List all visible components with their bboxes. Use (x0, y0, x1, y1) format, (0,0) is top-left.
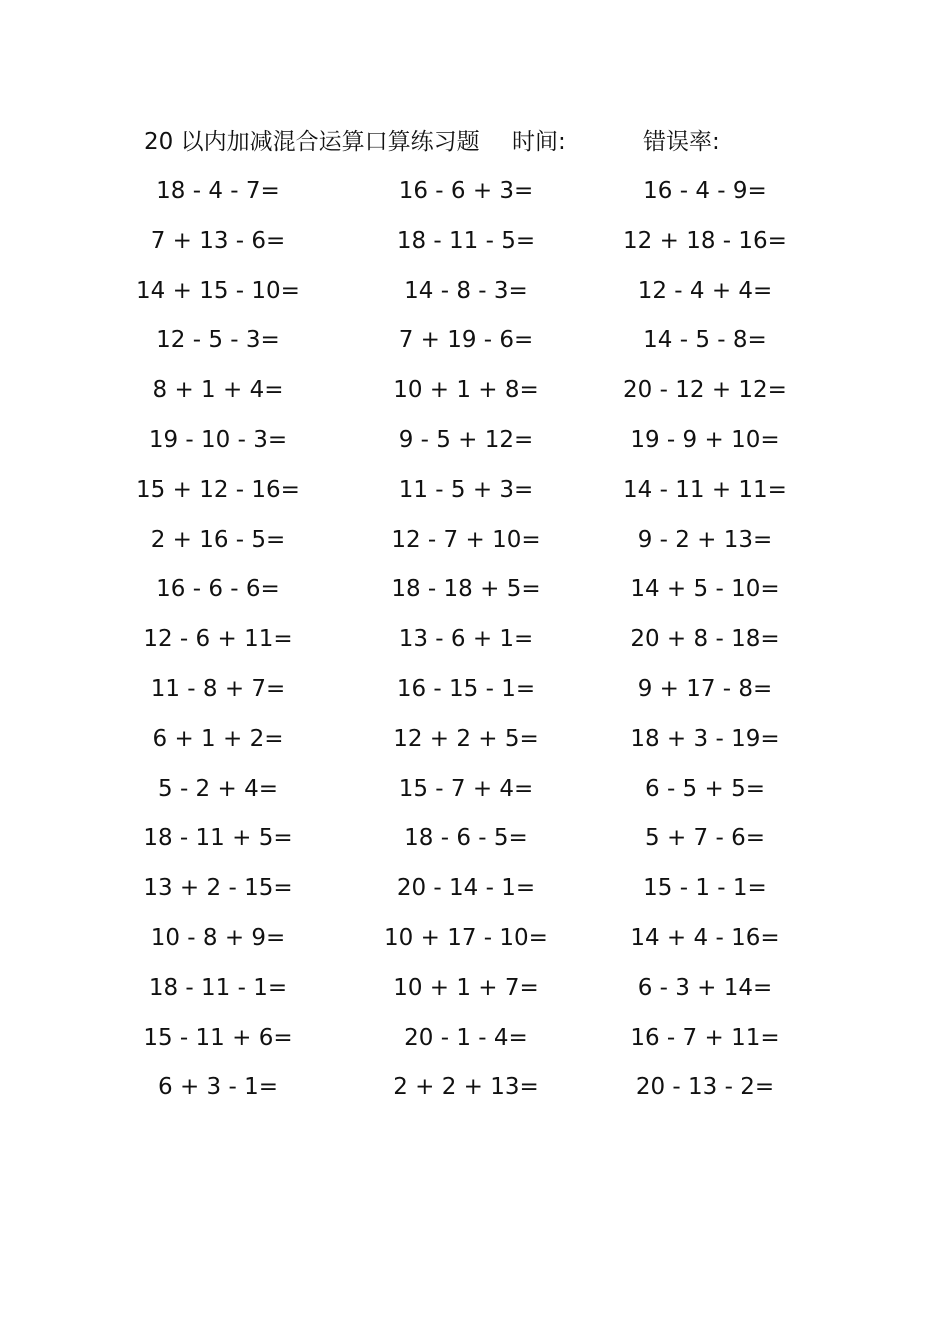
problem-row (0, 317, 950, 367)
problem-row (0, 367, 950, 417)
problem-item: 6 + 3 - 1= (158, 1074, 278, 1101)
problem-row (0, 915, 950, 965)
problem-row (0, 965, 950, 1015)
problem-row (0, 218, 950, 268)
problem-item: 14 - 8 - 3= (404, 277, 528, 304)
problem-item: 10 + 17 - 10= (384, 924, 548, 951)
problem-row (0, 268, 950, 318)
error-rate-label: 错误率: (643, 129, 720, 155)
problem-item: 12 + 2 + 5= (393, 725, 539, 752)
problem-item: 14 + 4 - 16= (630, 924, 780, 951)
problem-grid (0, 168, 950, 1114)
problem-item: 7 + 19 - 6= (398, 327, 534, 354)
problem-row (0, 1064, 950, 1114)
problem-item: 7 + 13 - 6= (150, 227, 286, 254)
problem-item: 16 - 6 + 3= (398, 178, 534, 204)
problem-item: 10 + 1 + 8= (393, 377, 539, 404)
worksheet-title: 20 以内加减混合运算口算练习题 (144, 129, 480, 155)
problem-item: 5 + 7 - 6= (645, 825, 765, 852)
problem-item: 5 - 2 + 4= (158, 775, 278, 802)
problem-item: 6 + 1 + 2= (152, 725, 284, 752)
problem-item: 20 - 13 - 2= (635, 1074, 775, 1101)
problem-item: 16 - 6 - 6= (156, 576, 280, 603)
problem-item: 14 + 5 - 10= (630, 576, 780, 603)
problem-item: 11 - 5 + 3= (398, 476, 534, 503)
problem-row (0, 666, 950, 716)
problem-item: 2 + 16 - 5= (150, 526, 286, 553)
problem-item: 20 - 12 + 12= (623, 377, 787, 404)
problem-item: 16 - 7 + 11= (630, 1024, 780, 1051)
problem-row (0, 168, 950, 218)
problem-item: 15 - 7 + 4= (398, 775, 534, 802)
problem-row (0, 766, 950, 816)
problem-item: 13 - 6 + 1= (398, 626, 534, 653)
problem-item: 12 - 6 + 11= (143, 626, 293, 653)
problem-item: 14 - 11 + 11= (623, 476, 787, 503)
problem-item: 9 - 2 + 13= (637, 526, 773, 553)
problem-item: 14 - 5 - 8= (643, 327, 767, 354)
problem-row (0, 417, 950, 467)
problem-item: 6 - 3 + 14= (637, 974, 773, 1001)
problem-item: 20 - 14 - 1= (396, 875, 536, 902)
problem-item: 12 - 7 + 10= (391, 526, 541, 553)
problem-item: 10 + 1 + 7= (393, 974, 539, 1001)
problem-item: 18 - 18 + 5= (391, 576, 541, 603)
problem-item: 18 - 11 - 1= (148, 974, 288, 1001)
problem-item: 18 + 3 - 19= (630, 725, 780, 752)
problem-item: 19 - 10 - 3= (148, 426, 288, 453)
problem-item: 16 - 4 - 9= (643, 178, 767, 204)
problem-item: 13 + 2 - 15= (143, 875, 293, 902)
problem-item: 2 + 2 + 13= (393, 1074, 539, 1101)
problem-item: 14 + 15 - 10= (136, 277, 300, 304)
problem-item: 12 + 18 - 16= (623, 227, 787, 254)
problem-item: 9 - 5 + 12= (398, 426, 534, 453)
problem-item: 10 - 8 + 9= (150, 924, 286, 951)
problem-item: 20 - 1 - 4= (404, 1024, 528, 1051)
problem-item: 15 - 11 + 6= (143, 1024, 293, 1051)
problem-item: 18 - 4 - 7= (156, 178, 280, 204)
problem-item: 12 - 4 + 4= (637, 277, 773, 304)
problem-row (0, 716, 950, 766)
problem-item: 18 - 11 - 5= (396, 227, 536, 254)
problem-item: 9 + 17 - 8= (637, 675, 773, 702)
time-label: 时间: (512, 129, 566, 155)
problem-row (0, 566, 950, 616)
problem-item: 8 + 1 + 4= (152, 377, 284, 404)
problem-row (0, 1015, 950, 1065)
problem-item: 18 - 6 - 5= (404, 825, 528, 852)
problem-row (0, 467, 950, 517)
problem-item: 6 - 5 + 5= (645, 775, 765, 802)
problem-item: 20 + 8 - 18= (630, 626, 780, 653)
problem-item: 18 - 11 + 5= (143, 825, 293, 852)
problem-item: 15 - 1 - 1= (643, 875, 767, 902)
problem-item: 11 - 8 + 7= (150, 675, 286, 702)
problem-row (0, 815, 950, 865)
problem-row (0, 865, 950, 915)
problem-row (0, 616, 950, 666)
problem-item: 19 - 9 + 10= (630, 426, 780, 453)
problem-item: 12 - 5 - 3= (156, 327, 280, 354)
worksheet-header (0, 124, 950, 160)
problem-row (0, 517, 950, 567)
problem-item: 16 - 15 - 1= (396, 675, 536, 702)
problem-item: 15 + 12 - 16= (136, 476, 300, 503)
